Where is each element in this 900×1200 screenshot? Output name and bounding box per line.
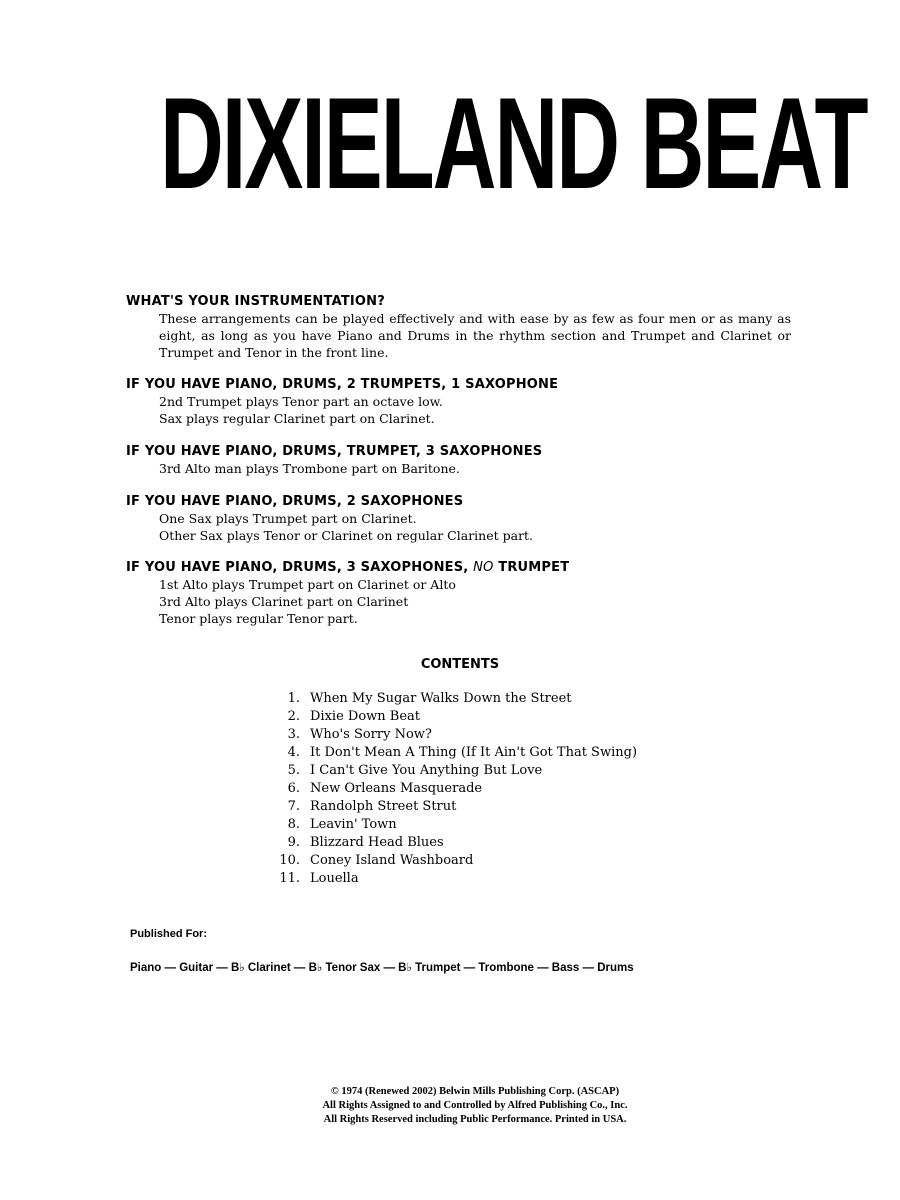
instrumentation-section <box>126 293 806 361</box>
song-title: Blizzard Head Blues <box>310 835 444 850</box>
list-item <box>270 780 637 798</box>
copyright-line: All Rights Assigned to and Controlled by Alfred Publishing Co., Inc. <box>322 1100 628 1111</box>
contents-title: CONTENTS <box>420 657 500 672</box>
copyright-line: © 1974 (Renewed 2002) Belwin Mills Publishing Corp. (ASCAP) <box>330 1086 620 1097</box>
config-line: 2nd Trumpet plays Tenor part an octave low. <box>159 394 443 409</box>
song-number: 2. <box>287 709 300 724</box>
instrumentation-heading: WHAT'S YOUR INSTRUMENTATION? <box>126 294 385 309</box>
config-heading: IF YOU HAVE PIANO, DRUMS, 2 TRUMPETS, 1 SAXOPHONE <box>126 377 559 392</box>
config-heading-prefix: IF YOU HAVE PIANO, DRUMS, 3 SAXOPHONES, <box>126 560 474 575</box>
list-item <box>270 726 637 744</box>
song-number: 9. <box>287 835 300 850</box>
song-title: Louella <box>310 871 359 886</box>
song-title: When My Sugar Walks Down the Street <box>310 691 572 706</box>
list-item <box>270 816 637 834</box>
config-section-4 <box>126 559 806 627</box>
song-number: 5. <box>287 763 300 778</box>
song-title: Dixie Down Beat <box>310 709 420 724</box>
song-title: I Can't Give You Anything But Love <box>310 763 543 778</box>
song-number: 7. <box>287 799 300 814</box>
copyright-line: All Rights Reserved including Public Performance. Printed in USA. <box>323 1114 627 1125</box>
config-line: Sax plays regular Clarinet part on Clarinet. <box>159 411 435 426</box>
list-item <box>270 834 637 852</box>
song-title: Coney Island Washboard <box>310 853 474 868</box>
song-number: 8. <box>287 817 300 832</box>
config-heading: IF YOU HAVE PIANO, DRUMS, 2 SAXOPHONES <box>126 494 464 509</box>
song-number: 10. <box>279 853 300 868</box>
config-line: Tenor plays regular Tenor part. <box>159 611 358 626</box>
list-item <box>270 870 637 888</box>
instrumentation-text: These arrangements can be played effectively and with ease by as few as four men or as many as eight, as long as you have Piano and Drums in the rhythm section and Trumpet and Clarinet or Trumpet and Tenor in the front line. <box>159 311 791 360</box>
list-item <box>270 690 637 708</box>
song-number: 3. <box>287 727 300 742</box>
config-heading <box>126 559 806 576</box>
config-line: 3rd Alto plays Clarinet part on Clarinet <box>159 594 409 609</box>
song-title: Who's Sorry Now? <box>310 727 432 742</box>
published-label: Published For: <box>130 928 207 940</box>
config-line: Other Sax plays Tenor or Clarinet on regular Clarinet part. <box>159 528 534 543</box>
song-title: Leavin' Town <box>310 817 397 832</box>
config-heading: IF YOU HAVE PIANO, DRUMS, TRUMPET, 3 SAXOPHONES <box>126 444 543 459</box>
song-number: 6. <box>287 781 300 796</box>
config-heading-italic: NO <box>473 560 494 575</box>
config-section-3 <box>126 493 806 544</box>
instrument-list: Piano — Guitar — B♭ Clarinet — B♭ Tenor Sax — B♭ Trumpet — Trombone — Bass — Drums <box>130 962 634 974</box>
song-title: New Orleans Masquerade <box>310 781 483 796</box>
song-title: It Don't Mean A Thing (If It Ain't Got That Swing) <box>310 745 638 760</box>
list-item <box>270 852 637 870</box>
copyright-notice <box>250 1085 700 1127</box>
list-item <box>270 762 637 780</box>
config-section-2 <box>126 443 806 477</box>
config-line: 3rd Alto man plays Trombone part on Baritone. <box>159 461 460 476</box>
page-title: DIXIELAND BEAT <box>160 70 867 216</box>
song-number: 4. <box>287 745 300 760</box>
song-title: Randolph Street Strut <box>310 799 457 814</box>
config-heading-suffix: TRUMPET <box>493 560 570 575</box>
list-item <box>270 708 637 726</box>
list-item <box>270 798 637 816</box>
config-section-1 <box>126 376 806 427</box>
config-line: One Sax plays Trumpet part on Clarinet. <box>159 511 417 526</box>
song-number: 11. <box>279 871 300 886</box>
list-item <box>270 744 637 762</box>
contents-list <box>270 690 637 888</box>
song-number: 1. <box>287 691 300 706</box>
config-line: 1st Alto plays Trumpet part on Clarinet or Alto <box>159 577 456 592</box>
